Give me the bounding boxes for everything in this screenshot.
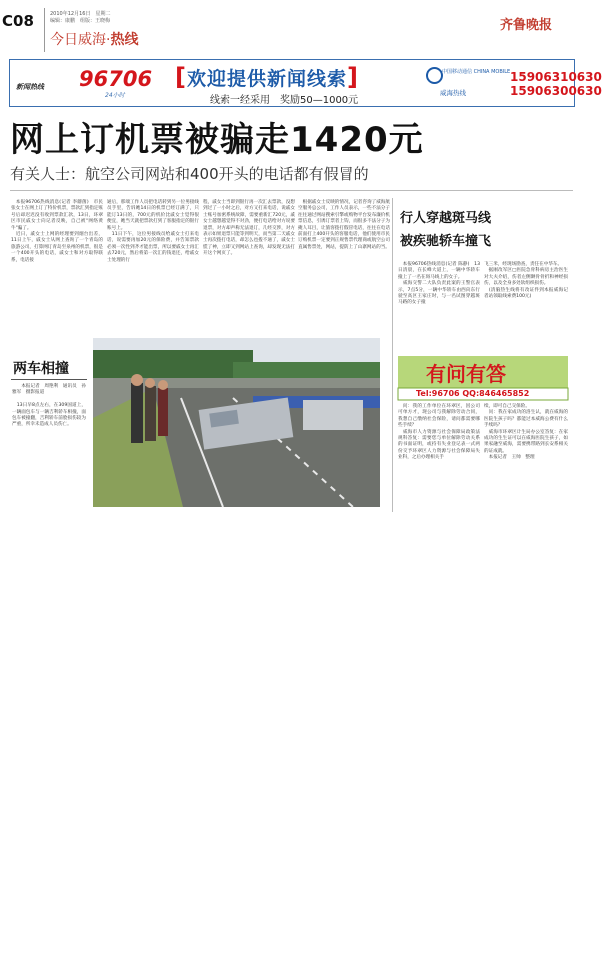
article1-col2: 通后，那端工作人员把电话转到另一位男接线员手里，告诉她14日的机票已经订满了，只能订13日的，700元的机价比戚女士觉得很便宜，她当天就把票款打到了客服指定的银行账号上。 11日下午，这位男接线员给戚女士打来电话，说需要再加20元的保险费，并告知票款必须一次性到齐才能出票，所以要戚女士再汇去720元，然后将第一次汇的钱退还，给戚女士处理的行 <box>107 200 199 263</box>
masthead-meta <box>50 11 110 25</box>
article2-col-b: 飞三米，经现场勘查，责任在中华车。 据刚改军区□医院急骨科病房主治医生对大夫介绍，伤者左侧颞骨骨折和神经损伤，以及全身多处软组织损伤。 (清脑热生线将有改证件到本报威海记者站领取线索费100元) <box>484 262 568 300</box>
masthead-divider <box>44 8 45 52</box>
headline-rule <box>10 190 573 191</box>
banner-welcome-text: 欢迎提供新闻线索 <box>186 68 347 90</box>
bracket-right-icon: ] <box>346 63 359 91</box>
main-headline: 网上订机票被骗走1420元 <box>10 120 424 160</box>
article2-title-1: 行人穿越斑马线 <box>400 211 492 226</box>
hotline-number: 96706 <box>79 67 153 91</box>
qa-col-b: 续，即可自己交保险。 问：我在家成功的洛生认，就在威海的医院生孩子吗？都能过本威海公费有什么手续吗？ 威海市环翠区计生局办公室答复：在家成功的生生证可以在威海医院生孩子，如果家融至威海，需要携带路到长安系相关的证成就。 本报记者 王帅 整理 <box>484 404 568 461</box>
banner-reward: 线索一经采用 奖励50—1000元 <box>210 95 359 106</box>
phone-1: 15906310630 <box>510 70 602 84</box>
qa-col-a: 问：我的工作单位在环翠区，因公司可单方才，现公司与我解除劳动合同，我想自己缴纳社会保险，请问都需要哪些手续？ 威海市人力资源与社会保障局政策法规科答复：需要您与单位解除劳动关系的书面证明，或持有失业登记表一式两份交予环翠区人力资源与社会保障局失业科，之后办理相关手 <box>398 404 480 461</box>
accident-photo-drawing <box>93 338 380 507</box>
section-prefix: 今日威海· <box>50 32 111 48</box>
qa-contact: Tel:96706 QQ:846465852 <box>416 389 530 398</box>
main-subheadline: 有关人士：航空公司网站和400开头的电话都有假冒的 <box>10 165 369 183</box>
china-mobile-logo-icon <box>426 67 443 84</box>
bracket-left-icon: [ <box>175 63 187 91</box>
article2-col-a: 本报96706热线消息(记者 陈静) 13日清晨，在长峰大道上，一辆中华轿车撞上了一名在斑马线上的女子。 威海交警二大队负责此案的王警官表示，7点5分，一辆中华轿车由西向东行驶至高区王家庄时，与一名试图穿越斑马路的女子撞 <box>398 262 480 306</box>
column-divider <box>392 198 393 512</box>
hotline-banner <box>9 59 602 107</box>
qa-title: 有问有答 <box>426 362 506 386</box>
phone-2: 15906300630 <box>510 84 602 98</box>
editor-line: 编辑：康鹏 组版：王晓梅 <box>50 18 111 24</box>
hotline-24h: 24小时 <box>105 92 125 99</box>
hotline-label: 新闻热线 <box>16 83 44 91</box>
article1-col4: 根据戚女士反映的情况，记者咨询了威海航空服务总公司，工作人员表示，一些不法分子往往通过网站搜索引擎或购物平台发布廉价机票信息，引诱订票者上钩，而很多不法分子为掩人耳目，让旅客拨打假冒电话，往往在电话前面打上400开头的客服电话，他们使用市民订购机票一定要到正规售票代理商或航空公司直属售票处，网站，提防上了山寨网站的当。 <box>298 200 390 250</box>
qa-banner <box>398 356 568 400</box>
section-name: 热线 <box>110 32 139 48</box>
accident-photo <box>93 338 380 507</box>
caption-rule <box>11 379 87 380</box>
carrier-name: 中国移动通信 CHINA MOBILE <box>442 69 511 75</box>
carrier-sub: 威海热线 <box>440 89 466 97</box>
section-title <box>50 29 138 49</box>
page-number: C08 <box>2 12 34 30</box>
banner-welcome <box>175 63 359 91</box>
article1-col1: 本报96706热线消息(记者 李蘑菌) 市民张女士在网上订了特价机票，票款汇到指定账号后却迟迟没有收到票款汇款，13日，环翠区市民戚女士向记者反映，自己被"网络黄牛"骗了。 近日，戚女士上网的经理要到烟台出差，11日上午，戚女士从网上查询了一个青岛的旅游公司，打算网订青岛至泉州的机票，很是一个400开头的电话，戚女士和对方取得联系，电话接 <box>11 200 103 263</box>
photo-caption-body: 本报记者 周艳利 通讯员 孙雅军 摄影报道 13日早8点左右，在309国道上，一辆面包车与一辆吉利轿车相撞，面包车被撞翻，吉利轿车前脸损伤较为严重，所幸未造成人员伤亡。 <box>12 384 86 428</box>
photo-caption-title: 两车相撞 <box>13 361 69 377</box>
newspaper-brand: 齐鲁晚报 <box>500 18 553 33</box>
article2-title-2: 被疾驰轿车撞飞 <box>400 234 492 249</box>
date-line: 2010年12月16日 星期二 <box>50 11 111 17</box>
article1-col3: 程，戚女士当即到银行再一次汇去票款，没想到过了一小时之后，对方又打来电话，说戚女士账号加密系统故障，需要重新汇720元，戚女士越想越觉得不对劲，便打电话给对方说要退票，对方却声称无法退订，几经交涉，对方表示如果退票只能等到明天，而当第二天戚女士再次拨打电话，却怎么也拨不通了，戚女士慌了神，立即又到网站上查询，却发现无法打开这个网页了。 <box>203 200 295 257</box>
